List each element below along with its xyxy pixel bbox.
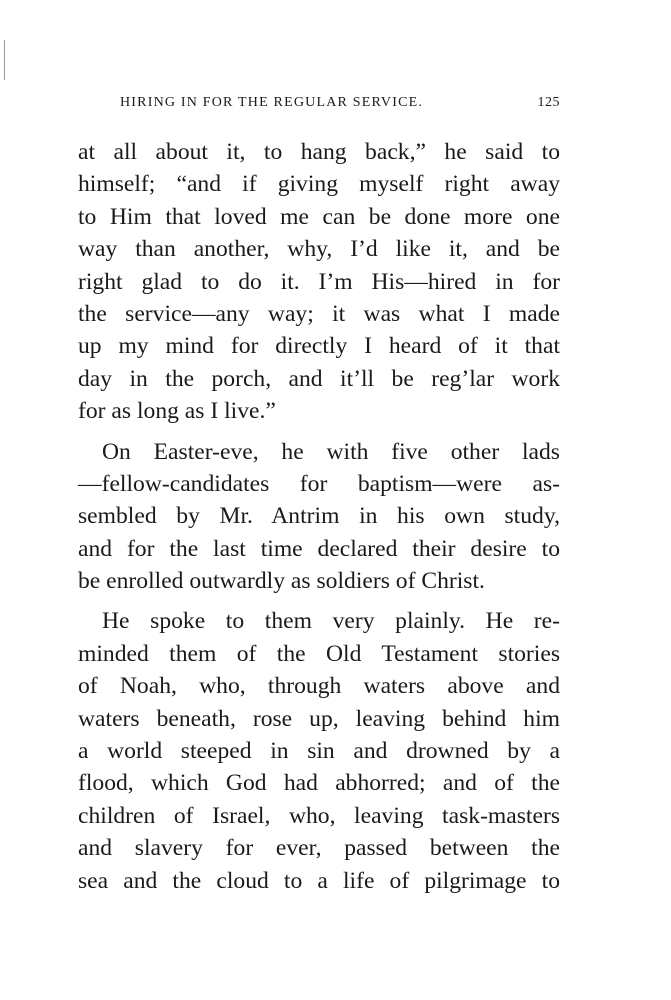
text-line: right glad to do it. I’m His—hired in for [78,268,560,295]
text-line: sembled by Mr. Antrim in his own study, [78,503,560,530]
page-edge-mark [4,40,5,80]
paragraph-3 [78,605,560,897]
text-line: and for the last time declared their desire to [78,535,560,562]
text-line: up my mind for directly I heard of it that [78,333,560,360]
paragraph-gap [78,428,560,436]
text-line: and slavery for ever, passed between the [78,835,560,862]
running-head [120,93,560,113]
text-line: to Him that loved me can be done more one [78,203,560,230]
text-line: sea and the cloud to a life of pilgrimage to [78,867,560,894]
paragraph-2 [78,436,560,598]
text-line: a world steeped in sin and drowned by a [78,738,560,765]
text-line: On Easter-eve, he with five other lads [102,438,560,465]
text-line: for as long as I live.” [78,398,276,425]
page-number: 125 [537,95,560,110]
text-line: way than another, why, I’d like it, and be [78,236,560,263]
text-line: waters beneath, rose up, leaving behind him [78,705,560,732]
text-line: —fellow-candidates for baptism—were as- [78,470,560,497]
paragraph-1 [78,136,560,428]
text-line: at all about it, to hang back,” he said to [78,139,560,165]
text-line: be enrolled outwardly as soldiers of Christ. [78,568,485,595]
paragraph-gap [78,597,560,605]
text-line: of Noah, who, through waters above and [78,673,560,700]
text-line: the service—any way; it was what I made [78,300,560,327]
text-line: flood, which God had abhorred; and of the [78,770,560,797]
text-line: He spoke to them very plainly. He re- [102,608,560,635]
text-line: children of Israel, who, leaving task-masters [78,802,560,829]
body-text [78,136,560,897]
text-line: minded them of the Old Testament stories [78,640,560,667]
text-line: day in the porch, and it’ll be reg’lar work [78,365,560,392]
running-head-title: HIRING IN FOR THE REGULAR SERVICE. [120,95,424,110]
text-line: himself; “and if giving myself right away [78,171,560,198]
